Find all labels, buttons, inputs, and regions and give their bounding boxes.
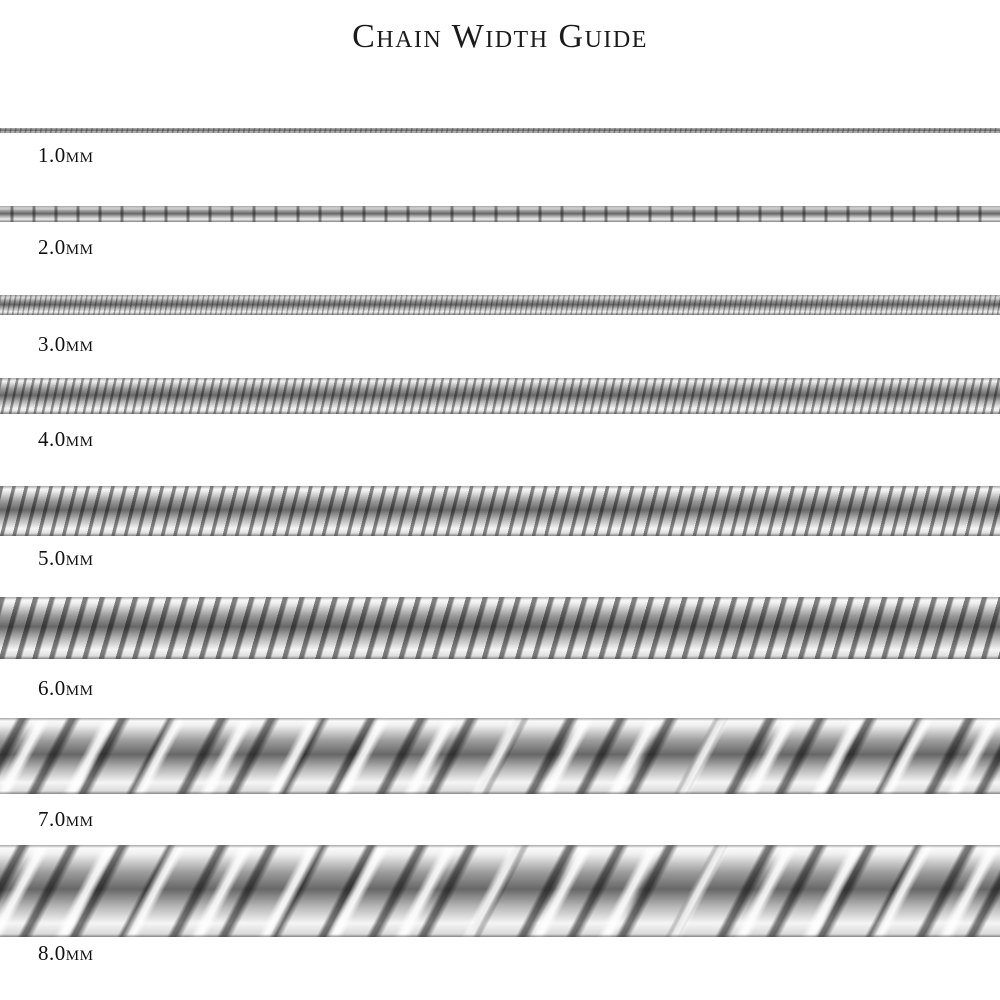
chain-edge-shadow xyxy=(0,597,1000,659)
chain-edge-shadow xyxy=(0,486,1000,536)
chain-label-4-0mm: 4.0mm xyxy=(38,427,94,451)
chain-label-5-0mm: 5.0mm xyxy=(38,546,94,570)
chain-label-3-0mm: 3.0mm xyxy=(38,332,94,356)
chain-sample-2-0mm xyxy=(0,206,1000,222)
chain-edge-shadow xyxy=(0,378,1000,414)
chain-label-2-0mm: 2.0mm xyxy=(38,235,94,259)
chain-edge-shadow xyxy=(0,718,1000,794)
chain-label-1-0mm: 1.0mm xyxy=(38,143,94,167)
chain-edge-shadow xyxy=(0,295,1000,315)
page-title: Chain Width Guide xyxy=(352,18,648,55)
chain-sample-1-0mm xyxy=(0,128,1000,133)
chain-sample-8-0mm xyxy=(0,845,1000,937)
chain-sample-4-0mm xyxy=(0,378,1000,414)
chain-label-6-0mm: 6.0mm xyxy=(38,676,94,700)
chain-label-8-0mm: 8.0mm xyxy=(38,941,94,965)
chain-sample-3-0mm xyxy=(0,295,1000,315)
chain-label-7-0mm: 7.0mm xyxy=(38,807,94,831)
chain-sample-6-0mm xyxy=(0,597,1000,659)
chain-edge-shadow xyxy=(0,128,1000,133)
chain-sample-7-0mm xyxy=(0,718,1000,794)
chain-sample-5-0mm xyxy=(0,486,1000,536)
chain-edge-shadow xyxy=(0,845,1000,937)
chain-edge-shadow xyxy=(0,206,1000,222)
